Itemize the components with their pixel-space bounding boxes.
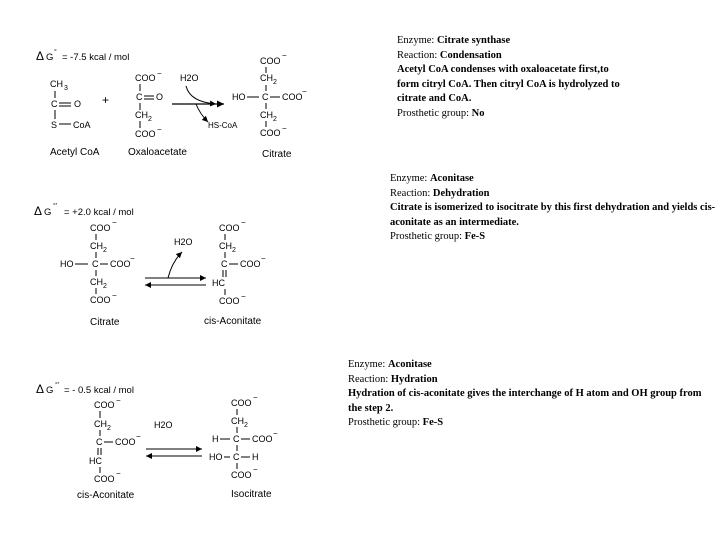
- atom-coo: COO: [252, 434, 273, 444]
- reaction-description: Hydration of cis-aconitate gives the interchange of H atom and OH group from the step 2.: [348, 388, 702, 414]
- isocitrate-label: Isocitrate: [231, 489, 272, 500]
- charge: −: [112, 291, 117, 300]
- reagent-h2o: H2O: [174, 237, 193, 247]
- enzyme-name: Aconitase: [387, 359, 432, 370]
- citrate-structure-2: [60, 218, 135, 328]
- atom-ho: HO: [60, 259, 74, 269]
- charge: −: [116, 469, 121, 478]
- reaction-description: Citrate is isomerized to isocitrate by this first dehydration and yields cis-aconitate as an intermediate.: [390, 202, 716, 228]
- oxaloacetate-structure: [128, 69, 187, 158]
- atom-ch2: CH: [231, 416, 244, 426]
- enzyme-line: [390, 172, 718, 187]
- subscript-2: 2: [273, 116, 277, 123]
- atom-ho: HO: [209, 452, 223, 462]
- reagent-h2o: H2O: [154, 420, 173, 430]
- atom-coo: COO: [94, 474, 115, 484]
- atom-coo: COO: [115, 437, 136, 447]
- charge: −: [157, 69, 162, 78]
- reaction-line: [348, 373, 708, 388]
- panel-2-info: [390, 172, 718, 245]
- enzyme-line: [348, 358, 708, 373]
- atom-ch2: CH: [135, 110, 148, 120]
- reaction-description: Acetyl CoA condenses with oxaloacetate first,to form citryl CoA. Then citryl CoA is hydrolyzed to citrate and CoA.: [397, 64, 620, 104]
- atom-coo: COO: [282, 92, 303, 102]
- reagent-arrow-out: [196, 104, 208, 122]
- delta-g-value: = -7.5 kcal / mol: [62, 52, 130, 63]
- delta-g-value: = +2.0 kcal / mol: [64, 207, 134, 218]
- citrate-label: Citrate: [90, 317, 120, 328]
- prosthetic-line: [390, 230, 718, 245]
- acetyl-coa-label: Acetyl CoA: [50, 147, 100, 158]
- atom-ch2: CH: [90, 241, 103, 251]
- atom-coo: COO: [240, 259, 261, 269]
- delta-g-value: = - 0.5 kcal / mol: [64, 385, 134, 396]
- cis-aconitate-label: cis-Aconitate: [204, 316, 262, 327]
- atom-ch2: CH: [260, 73, 273, 83]
- subscript-3: 3: [64, 85, 68, 92]
- reaction-label: Reaction:: [397, 49, 438, 61]
- charge: −: [136, 432, 141, 441]
- atom-coo: COO: [90, 223, 111, 233]
- reaction-type: Condensation: [439, 49, 502, 61]
- atom-coo: COO: [110, 259, 131, 269]
- enzyme-label: Enzyme:: [348, 359, 386, 370]
- cis-aconitate-structure: [204, 218, 266, 327]
- prosthetic-line: [397, 107, 632, 122]
- atom-c: C: [92, 259, 99, 269]
- enzyme-name: Citrate synthase: [436, 35, 511, 46]
- charge: −: [157, 125, 162, 134]
- subscript-2: 2: [244, 422, 248, 429]
- reagent-arrow-out: [168, 252, 182, 278]
- oxaloacetate-label: Oxaloacetate: [128, 147, 187, 158]
- cis-aconitate-label: cis-Aconitate: [77, 490, 135, 501]
- panel-1-info: [397, 34, 632, 121]
- panel-1-delta-g: [36, 48, 129, 63]
- atom-ch2: CH: [260, 110, 273, 120]
- charge: −: [241, 292, 246, 301]
- charge: −: [253, 465, 258, 474]
- plus-sign: +: [102, 93, 110, 107]
- atom-ho: HO: [232, 92, 246, 102]
- atom-coo: COO: [260, 128, 281, 138]
- delta-g-prime: °': [55, 382, 60, 389]
- atom-ch3: CH: [50, 79, 63, 89]
- subscript-2: 2: [232, 247, 236, 254]
- delta-symbol: Δ: [34, 204, 43, 218]
- delta-g-letter: G: [44, 207, 52, 218]
- charge: −: [273, 429, 278, 438]
- atom-h: H: [212, 434, 219, 444]
- charge: −: [282, 124, 287, 133]
- prosthetic-group: No: [471, 107, 485, 119]
- reaction-line: [397, 49, 632, 64]
- atom-c: C: [233, 452, 240, 462]
- enzyme-line: [397, 34, 632, 49]
- subscript-2: 2: [107, 425, 111, 432]
- atom-coo: COO: [94, 400, 115, 410]
- panel-3-delta-g: [36, 381, 134, 396]
- reaction-type: Hydration: [390, 373, 438, 385]
- atom-hc: HC: [89, 456, 102, 466]
- reagent-h2o: H2O: [180, 73, 199, 83]
- charge: −: [241, 218, 246, 227]
- subscript-2: 2: [273, 79, 277, 86]
- atom-ch2: CH: [219, 241, 232, 251]
- charge: −: [253, 393, 258, 402]
- atom-hc: HC: [212, 278, 225, 288]
- atom-coo: COO: [231, 470, 252, 480]
- atom-c: C: [262, 92, 269, 102]
- atom-coo: COO: [219, 296, 240, 306]
- delta-g-letter: G: [46, 385, 54, 396]
- atom-coo: COO: [135, 129, 156, 139]
- atom-c: C: [96, 437, 103, 447]
- charge: −: [112, 218, 117, 227]
- subscript-2: 2: [148, 116, 152, 123]
- atom-coo: COO: [260, 56, 281, 66]
- prosthetic-line: [348, 416, 708, 431]
- prosthetic-label: Prosthetic group:: [390, 231, 463, 242]
- subscript-2: 2: [103, 247, 107, 254]
- delta-symbol: Δ: [36, 49, 45, 63]
- atom-s: S: [51, 120, 58, 130]
- atom-ch2: CH: [90, 277, 103, 287]
- prosthetic-group: Fe-S: [464, 231, 486, 242]
- acetyl-coa-structure: [50, 79, 100, 158]
- delta-g-letter: G: [46, 52, 54, 63]
- enzyme-name: Aconitase: [429, 173, 474, 184]
- prosthetic-group: Fe-S: [422, 417, 444, 428]
- atom-c: C: [136, 92, 143, 102]
- reaction-label: Reaction:: [390, 187, 431, 199]
- charge: −: [282, 51, 287, 60]
- reaction-line: [390, 187, 718, 202]
- enzyme-label: Enzyme:: [390, 173, 428, 184]
- reaction-label: Reaction:: [348, 373, 389, 385]
- atom-o: O: [74, 99, 82, 109]
- atom-o: O: [156, 92, 164, 102]
- prosthetic-label: Prosthetic group:: [397, 107, 470, 119]
- citrate-label: Citrate: [262, 149, 292, 160]
- cis-aconitate-structure-2: [77, 396, 141, 501]
- atom-c: C: [51, 99, 58, 109]
- delta-g-prime: °: [54, 49, 57, 56]
- charge: −: [116, 396, 121, 405]
- charge: −: [130, 254, 135, 263]
- subscript-2: 2: [103, 283, 107, 290]
- enzyme-label: Enzyme:: [397, 35, 435, 46]
- panel-3-info: [348, 358, 708, 431]
- charge: −: [302, 87, 307, 96]
- atom-coo: COO: [135, 73, 156, 83]
- prosthetic-label: Prosthetic group:: [348, 417, 421, 428]
- atom-h: H: [252, 452, 259, 462]
- atom-ch2: CH: [94, 419, 107, 429]
- isocitrate-structure: [209, 393, 278, 500]
- atom-c: C: [221, 259, 228, 269]
- citrate-structure: [232, 51, 307, 160]
- atom-coo: COO: [219, 223, 240, 233]
- atom-coo: COO: [231, 398, 252, 408]
- reaction-type: Dehydration: [432, 187, 490, 199]
- reagent-arrow-in: [186, 86, 216, 104]
- reagent-hs-coa: HS-CoA: [208, 121, 238, 130]
- atom-c: C: [233, 434, 240, 444]
- delta-g-prime: °': [53, 203, 58, 210]
- atom-coa: CoA: [73, 120, 91, 130]
- panel-2-delta-g: [34, 202, 134, 218]
- atom-coo: COO: [90, 295, 111, 305]
- charge: −: [261, 254, 266, 263]
- delta-symbol: Δ: [36, 382, 45, 396]
